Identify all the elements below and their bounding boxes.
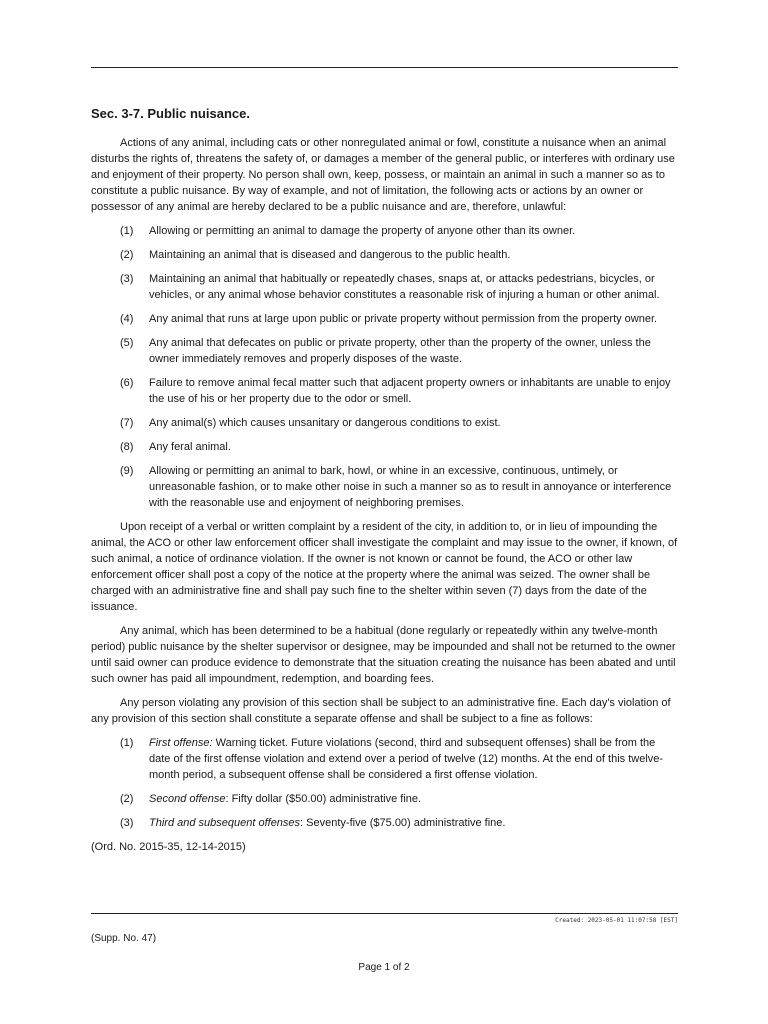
item-number: (7) <box>120 417 134 429</box>
item-number: (5) <box>120 337 134 349</box>
offense-label: Second offense <box>149 793 226 805</box>
footer-rule <box>91 913 678 914</box>
fines-list <box>91 735 678 831</box>
list-item <box>91 735 678 783</box>
list-item <box>91 335 678 367</box>
list-item <box>91 311 678 327</box>
item-text: Maintaining an animal that is diseased and dangerous to the public health. <box>149 249 511 261</box>
section-body <box>91 135 678 855</box>
supplement-number: (Supp. No. 47) <box>91 933 157 944</box>
offense-label: Third and subsequent offenses <box>149 817 301 829</box>
list-item <box>91 247 678 263</box>
item-text: Any feral animal. <box>149 441 231 453</box>
ordinance-citation: (Ord. No. 2015-35, 12-14-2015) <box>91 841 246 853</box>
page-number: Page 1 of 2 <box>358 962 410 973</box>
item-text: Any animal that runs at large upon public or private property without permission from the property owner. <box>149 313 658 325</box>
offense-label: First offense: <box>149 737 213 749</box>
item-text: Any animal that defecates on public or private property, other than the property of the owner, unless the owner immediately removes and properly disposes of the waste. <box>149 337 651 365</box>
header-rule <box>91 67 678 68</box>
list-item <box>91 375 678 407</box>
item-text: Warning ticket. Future violations (second, third and subsequent offenses) shall be from the date of the first offense violation and extend over a period of twelve (12) months. At the end of this twelve-month period, a subsequent offense shall be considered a first offense violation. <box>149 737 664 781</box>
list-item <box>91 815 678 831</box>
item-text: Failure to remove animal fecal matter such that adjacent property owners or inhabitants are unable to enjoy the use of his or her property due to the odor or smell. <box>149 377 671 405</box>
item-text: Any animal(s) which causes unsanitary or dangerous conditions to exist. <box>149 417 501 429</box>
item-number: (1) <box>120 737 134 749</box>
item-text: Maintaining an animal that habitually or repeatedly chases, snaps at, or attacks pedestrians, bicycles, or vehicles, or any animal whose behavior constitutes a reasonable risk of injuring a human or other animal. <box>149 273 660 301</box>
nuisance-acts-list <box>91 223 678 511</box>
item-number: (3) <box>120 817 134 829</box>
item-text: Allowing or permitting an animal to bark, howl, or whine in an excessive, continuous, untimely, or unreasonable fashion, or to make other noise in such a manner so as to result in annoyance or interference with the reasonable use and enjoyment of neighboring premises. <box>149 465 672 509</box>
list-item <box>91 271 678 303</box>
habitual-nuisance-paragraph: Any animal, which has been determined to be a habitual (done regularly or repeatedly within any twelve-month period) public nuisance by the shelter supervisor or designee, may be impounded and shall not be returned to the owner until said owner can produce evidence to demonstrate that the situation creating the nuisance has been abated and until such owner has paid all impoundment, redemption, and boarding fees. <box>91 625 676 685</box>
created-timestamp: Created: 2023-05-01 11:07:58 [EST] <box>555 917 678 924</box>
item-number: (2) <box>120 249 134 261</box>
list-item <box>91 439 678 455</box>
item-text: : Seventy-five ($75.00) administrative fine. <box>300 817 506 829</box>
fine-paragraph: Any person violating any provision of this section shall be subject to an administrative fine. Each day's violation of any provision of this section shall constitute a separate offense and shall be subject to a fine as follows: <box>91 697 671 725</box>
item-text: Allowing or permitting an animal to damage the property of anyone other than its owner. <box>149 225 576 237</box>
list-item <box>91 791 678 807</box>
list-item <box>91 415 678 431</box>
item-number: (9) <box>120 465 134 477</box>
item-number: (1) <box>120 225 134 237</box>
item-number: (4) <box>120 313 134 325</box>
item-number: (2) <box>120 793 134 805</box>
list-item <box>91 223 678 239</box>
intro-paragraph: Actions of any animal, including cats or other nonregulated animal or fowl, constitute a nuisance when an animal disturbs the rights of, threatens the safety of, or damages a member of the general public, or interferes with ordinary use and enjoyment of their property. No person shall own, keep, possess, or maintain an animal in such a manner so as to constitute a public nuisance. By way of example, and not of limitation, the following acts or actions by an owner or possessor of any animal are hereby declared to be a public nuisance and are, therefore, unlawful: <box>91 137 675 213</box>
item-number: (8) <box>120 441 134 453</box>
item-text: : Fifty dollar ($50.00) administrative fine. <box>225 793 422 805</box>
list-item <box>91 463 678 511</box>
section-heading: Sec. 3-7. Public nuisance. <box>91 106 250 121</box>
complaint-paragraph: Upon receipt of a verbal or written complaint by a resident of the city, in addition to, or in lieu of impounding the animal, the ACO or other law enforcement officer shall investigate the complaint and may issue to the owner, if known, of such animal, a notice of ordinance violation. If the owner is not known or cannot be found, the ACO or other law enforcement officer shall post a copy of the notice at the property where the animal was seized. The owner shall be charged with an administrative fine and shall pay such fine to the shelter within seven (7) days from the date of the issuance. <box>91 521 678 613</box>
item-number: (3) <box>120 273 134 285</box>
item-number: (6) <box>120 377 134 389</box>
